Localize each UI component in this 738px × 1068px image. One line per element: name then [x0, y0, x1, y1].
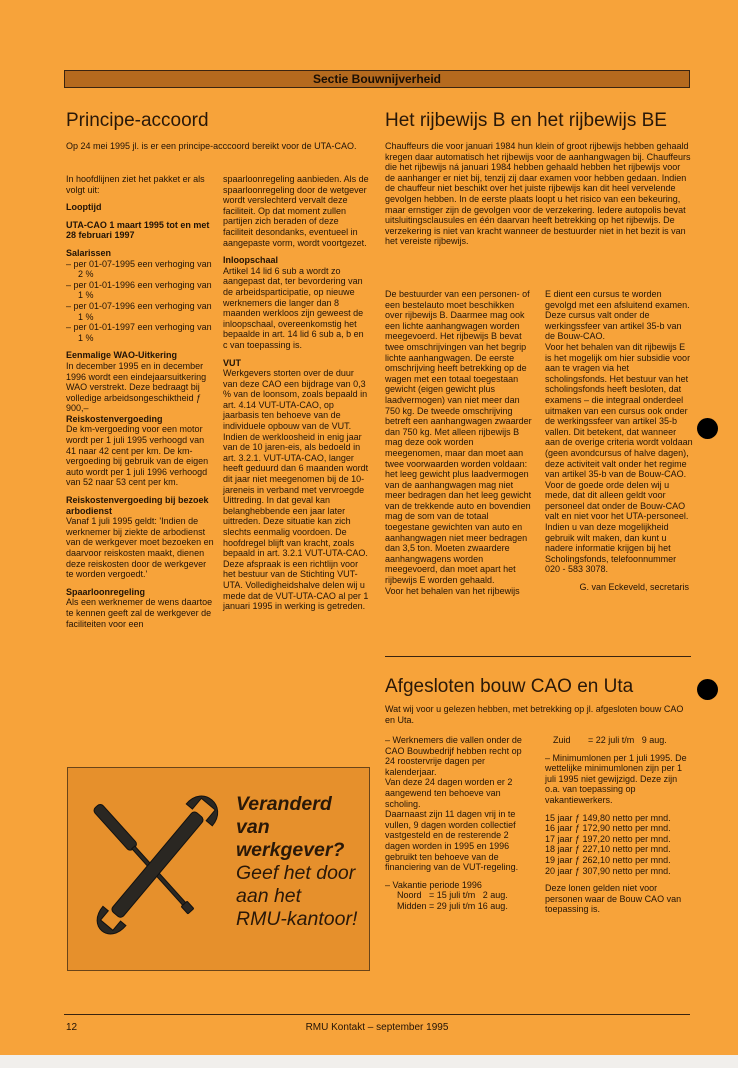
heading-wao: Eenmalige WAO-Uitkering — [66, 350, 178, 361]
list-item: 18 jaar ƒ 227,10 netto per mnd. — [545, 844, 671, 855]
list-item: 20 jaar ƒ 307,90 netto per mnd. — [545, 865, 671, 876]
rijbewijs-intro: Chauffeurs die voor januari 1984 hun klein of groot rijbewijs hebben gehaald kregen daar automatisch het rijbewijs voor de aanhangwagen bij. Chauffeurs die het rijbewijs ná januari 1984 hebben gehaald hebben het rijbewijs voor de aanhanger er niet bij, tenzij zij daar examen voor hebben gedaan. Indien de chauffeur niet beschikt over het juiste rijbewijs kan dit heel vervelende gevolgen hebben. In de eerste plaats loopt u het risico van een bekeuring, maar ernstiger zijn de gevolgen voor de verzekering. Iedere autopolis bevat uitsluitingsclausules en één daarvan heeft betrekking op het rijbewijs. De verzekering is niet van kracht wanneer de bestuurder niet in het bezit is van het vereiste rijbewijs. — [385, 141, 691, 247]
heading-reiskosten: Reiskostenvergoeding — [66, 413, 163, 424]
vacation-midden: Midden = 29 juli t/m 16 aug. — [397, 900, 508, 911]
list-item: 17 jaar ƒ 197,20 netto per mnd. — [545, 833, 671, 844]
heading-spaarloon: Spaarloonregeling — [66, 586, 146, 597]
signature: G. van Eckeveld, secretaris — [579, 582, 689, 593]
list-item: – per 01-01-1996 een verhoging van 1 % — [66, 279, 212, 301]
list-item: 16 jaar ƒ 172,90 netto per mnd. — [545, 823, 671, 834]
footer-publication: RMU Kontakt – september 1995 — [305, 1022, 449, 1033]
vacation-heading: – Vakantie periode 1996 — [385, 879, 482, 890]
binder-hole-top — [697, 418, 718, 439]
vacation-zuid: Zuid = 22 juli t/m 9 aug. — [553, 735, 667, 745]
scan-edge — [0, 1055, 738, 1068]
list-item: – per 01-07-1996 een verhoging van 1 % — [66, 300, 212, 322]
footer-rule — [64, 1014, 690, 1015]
list-item: – per 01-01-1997 een verhoging van 1 % — [66, 322, 212, 343]
section-banner: Sectie Bouwnijverheid — [64, 70, 690, 88]
heading-vut: VUT — [223, 357, 241, 368]
heading-inloopschaal: Inloopschaal — [223, 255, 279, 266]
heading-reiskosten-arbodienst: Reiskostenvergoeding bij bezoek arbodienst — [66, 495, 209, 516]
list-item: 15 jaar ƒ 149,80 netto per mnd. — [545, 812, 671, 823]
principe-accoord-title: Principe-accoord — [66, 110, 209, 131]
list-item: – per 01-07-1995 een verhoging van 2 % — [66, 258, 212, 280]
list-item: 19 jaar ƒ 262,10 netto per mnd. — [545, 854, 671, 865]
cao-title: Afgesloten bouw CAO en Uta — [385, 676, 634, 697]
vacation-noord: Noord = 15 juli t/m 2 aug. — [397, 890, 508, 901]
advertisement-text: Veranderd van werkgever? Geef het door aan het RMU-kantoor! — [236, 793, 358, 930]
page-number: 12 — [66, 1022, 78, 1033]
principe-accoord-column-2: spaarloonregeling aanbieden. Als de spaarloonregeling door de wetgever wordt verslechterd vervalt deze faciliteit. Op dat moment zullen partijen zich beraden of deze faciliteit desondanks, eventueel in aangepaste vorm, wordt voortgezet. Inloopschaal Artikel 14 lid 6 sub a wordt zo aangepast dat, ter bevordering van de arbeidsparticipatie, op nieuwe werknemers die langer dan 8 maanden werkloos zijn geweest de inloopschaal, overeenkomstig het bepaalde in art. 14 lid 6 sub a, b en c van toepassing is. VUT Werkgevers storten over de duur van deze CAO een bijdrage van 0,3 % van de loonsom, zoals bepaald in art. 4.14 VUT-UTA-CAO, op jaarbasis ten behoeve van de individuele opbouw van de VUT. Indien de werkloosheid in enig jaar van de 10 jaren-eis, als bedoeld in art. 3.2.1. VUT-UTA-CAO, langer heeft geduurd dan 6 maanden wordt dit jaar niet meegenomen bij de 10-jareneis in verband met vervroegde Uittreding. In dat geval kan belanghebbende een jaar later uittreden. Deze situatie kan zich slechts eenmalig voordoen. De hoofdregel blijft van kracht, zoals bepaald in art. 3.2.1 VUT-UTA-CAO. Deze afspraak is een richtlijn voor het bestuur van de Stichting VUT-UTA. Volledigheidshalve delen wij u mede dat de VUT-UTA-CAO al per 1 januari 1995 in werking is getreden. — [223, 174, 369, 612]
heading-looptijd: Looptijd — [66, 202, 102, 213]
tools-illustration — [78, 790, 228, 950]
rijbewijs-column-1: De bestuurder van een personen- of een bestelauto moet beschikken over rijbewijs B. Daarmee mag ook een lichte aanhangwagen worden meegevoerd. Het rijbewijs B bevat twee omschrijvingen van het begrip lichte aanhangwagen. De eerste omschrijving heeft betrekking op de wagen met een totaal toegestaan gewicht (eigen gewicht plus laadvermogen) van niet meer dan 750 kg. De tweede omschrijving betreft een aanhangwagen zwaarder dan 750 kg. Met alleen rijbewijs B mag deze ook worden meegenomen, maar dan moet aan twee voorwaarden worden voldaan: het leeg gewicht plus laadvermogen van de aanhangwagen mag niet meer bedragen dan het leeg gewicht van de trekkende auto en bovendien mag de som van de totaal toegestane gewichten van auto en aanhangwagen niet meer bedragen dan 3,5 ton. Moeten zwaardere aanhangwagens worden meegevoerd, dan moet apart het rijbewijs E worden gehaald. Voor het behalen van het rijbewijs — [385, 289, 532, 596]
binder-hole-bottom — [697, 679, 718, 700]
principe-accoord-intro: Op 24 mei 1995 jl. is er een principe-acccoord bereikt voor de UTA-CAO. — [66, 141, 357, 151]
heading-salarissen: Salarissen — [66, 247, 112, 258]
salary-list — [66, 259, 214, 344]
cao-column-1: – Werknemers die vallen onder de CAO Bouwbedrijf hebben recht op 24 roostervrije dagen per kalenderjaar. Van deze 24 dagen worden er 2 aangewend ten behoeve van scholing. Daarnaast zijn 11 dagen vrij in te vullen, 9 dagen worden collectief vastgesteld en de resterende 2 dagen worden in 1995 en 1996 gebruikt ten behoeve van de financiering van de VUT-regeling. – Vakantie periode 1996 Noord = 15 juli t/m 2 aug. Midden = 29 juli t/m 16 aug. — [385, 735, 533, 912]
rijbewijs-title: Het rijbewijs B en het rijbewijs BE — [385, 110, 667, 131]
rijbewijs-column-2: E dient een cursus te worden gevolgd met een afsluitend examen. Deze cursus valt onder de werkingssfeer van artikel 35-b van de Bouw-CAO. Voor het behalen van dit rijbewijs E is het mogelijk om hier subsidie voor aan te vragen via het scholingsfonds. Het bestuur van het scholingsfonds heeft besloten, dat examens – die integraal onderdeel uitmaken van een cursus ook onder de werkingssfeer van artikel 35-b vallen. Dit betekent, dat wanneer aan de overige criteria wordt voldaan (geen avondcursus of halve dagen), deze activiteit valt onder het regime van artikel 35-b van de Bouw-CAO. Voor de goede orde delen wij u mede, dat dit alleen geldt voor personeel dat onder de Bouw-CAO valt en niet voor het UTA-personeel. Indien u van deze mogelijkheid gebruik wilt maken, dan kunt u nadere informatie krijgen bij het Scholingsfonds, telefoonnummer 020 - 583 3078. G. van Eckeveld, secretaris — [545, 289, 693, 593]
principe-accoord-column-1: In hoofdlijnen ziet het pakket er als volgt uit: Looptijd UTA-CAO 1 maart 1995 tot en met 28 februari 1997 Salarissen – per 01-07-1995 een verhoging van 2 % – per 01-01-1996 een verhoging van 1 % – per 01-07-1996 een verhoging van 1 % – per 01-01-1997 een verhoging van 1 % Eenmalige WAO-Uitkering In december 1995 en in december 1996 wordt een eindejaarsuitkering WAO verstrekt. Deze bedraagt bij volledige arbeidsongeschiktheid ƒ 900,– Reiskostenvergoeding De km-vergoeding voor een motor wordt per 1 juli 1995 verhoogd van 41 naar 42 cent per km. De km-vergoeding bij gebruik van de eigen auto wordt per 1 juli 1996 verhoogd van 52 naar 53 cent per km. Reiskostenvergoeding bij bezoek arbodienst Vanaf 1 juli 1995 geldt: 'Indien de werknemer bij ziekte de arbodienst van de werkgever moet bezoeken en daarvoor reiskosten maakt, dienen deze reiskosten door de werkgever te worden vergoedt.' Spaarloonregeling Als een werknemer de wens daartoe te kennen geeft zal de werkgever de faciliteiten voor een — [66, 174, 214, 629]
minimum-wage-table — [545, 813, 693, 877]
cao-intro: Wat wij voor u gelezen hebben, met betrekking op jl. afgesloten bouw CAO en Uta. — [385, 704, 684, 725]
cao-column-2: Zuid = 22 juli t/m 9 aug. – Minimumlonen per 1 juli 1995. De wettelijke minimumlonen zijn per 1 juli 1995 niet gewijzigd. Deze zijn o.a. van toepassing op vakantiewerkers. 15 jaar ƒ 149,80 netto per mnd. 16 jaar ƒ 172,90 netto per mnd. 17 jaar ƒ 197,20 netto per mnd. 18 jaar ƒ 227,10 netto per mnd. 19 jaar ƒ 262,10 netto per mnd. 20 jaar ƒ 307,90 netto per mnd. Deze lonen gelden niet voor personen waar de Bouw CAO van toepassing is. — [545, 735, 693, 915]
article-divider — [385, 656, 691, 657]
